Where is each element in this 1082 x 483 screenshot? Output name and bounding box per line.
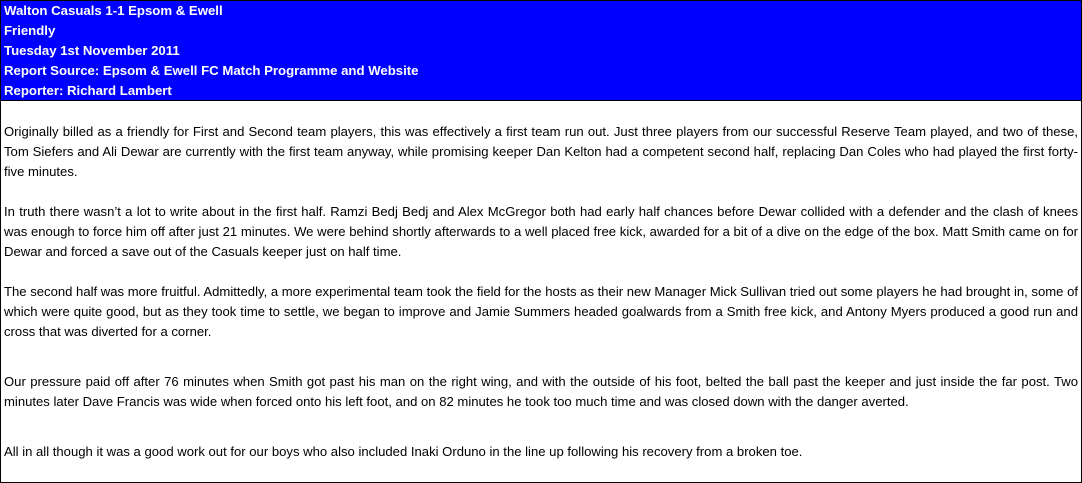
report-header <box>1 1 1081 101</box>
reporter: Reporter: Richard Lambert <box>4 83 172 98</box>
report-paragraph: The second half was more fruitful. Admittedly, a more experimental team took the field for the hosts as their new Manager Mick Sullivan tried out some players he had brought in, some of which were quite good, but as they took time to settle, we began to improve and Jamie Summers headed goalwards from a Smith free kick, and Antony Myers produced a good run and cross that was diverted for a corner. <box>4 284 1078 339</box>
report-paragraph: In truth there wasn’t a lot to write about in the first half. Ramzi Bedj Bedj and Alex McGregor both had early half chances before Dewar collided with a defender and the clash of knees was enough to force him off after just 21 minutes. We were behind shortly afterwards to a well placed free kick, awarded for a bit of a dive on the edge of the box. Matt Smith came on for Dewar and forced a save out of the Casuals keeper just on half time. <box>4 204 1078 259</box>
match-type: Friendly <box>4 23 56 38</box>
match-title: Walton Casuals 1-1 Epsom & Ewell <box>4 3 223 18</box>
report-paragraph: All in all though it was a good work out for our boys who also included Inaki Orduno in the line up following his recovery from a broken toe. <box>4 444 803 459</box>
report-body <box>1 101 1081 481</box>
report-source: Report Source: Epsom & Ewell FC Match Programme and Website <box>4 63 419 78</box>
report-paragraph: Originally billed as a friendly for First and Second team players, this was effectively a first team run out. Just three players from our successful Reserve Team played, and two of these, Tom Siefers and Ali Dewar are currently with the first team anyway, while promising keeper Dan Kelton had a competent second half, replacing Dan Coles who had played the first forty-five minutes. <box>4 124 1078 179</box>
match-date: Tuesday 1st November 2011 <box>4 43 180 58</box>
report-paragraph: Our pressure paid off after 76 minutes when Smith got past his man on the right wing, and with the outside of his foot, belted the ball past the keeper and just inside the far post. Two minutes later Dave Francis was wide when forced onto his left foot, and on 82 minutes he took too much time and was closed down with the danger averted. <box>4 374 1078 409</box>
